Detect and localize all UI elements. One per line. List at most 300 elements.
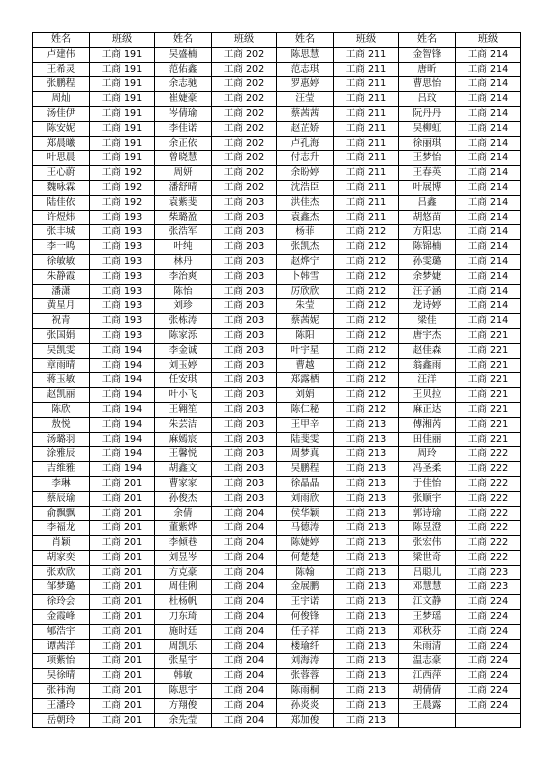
class-cell: 工商 203 [212, 388, 277, 403]
student-name-cell: 王心蔚 [33, 166, 90, 181]
student-name-cell: 金智锋 [399, 47, 456, 62]
class-cell: 工商 203 [212, 284, 277, 299]
student-name-cell: 朱雨清 [399, 639, 456, 654]
class-cell: 工商 211 [334, 151, 399, 166]
class-cell: 工商 194 [90, 388, 155, 403]
class-cell: 工商 214 [456, 166, 521, 181]
table-row [33, 580, 521, 595]
class-cell: 工商 224 [456, 654, 521, 669]
class-cell: 工商 204 [212, 536, 277, 551]
table-row [33, 358, 521, 373]
student-name-cell: 许煜炜 [33, 210, 90, 225]
class-cell: 工商 203 [212, 476, 277, 491]
class-cell: 工商 212 [334, 299, 399, 314]
student-name-cell: 潘舒晴 [155, 180, 212, 195]
table-row [33, 491, 521, 506]
student-name-cell: 俞飘飘 [33, 506, 90, 521]
student-name-cell: 余梦婕 [399, 269, 456, 284]
table-row [33, 669, 521, 684]
student-name-cell: 冯圣柔 [399, 462, 456, 477]
class-cell: 工商 214 [456, 151, 521, 166]
class-cell: 工商 201 [90, 624, 155, 639]
class-cell: 工商 201 [90, 476, 155, 491]
class-cell: 工商 204 [212, 669, 277, 684]
class-cell: 工商 204 [212, 684, 277, 699]
student-name-cell: 邓慧慧 [399, 580, 456, 595]
class-cell: 工商 211 [334, 121, 399, 136]
student-name-cell: 梁世奇 [399, 550, 456, 565]
student-name-cell: 叶宇星 [277, 343, 334, 358]
class-cell: 工商 213 [334, 639, 399, 654]
class-cell: 工商 223 [456, 565, 521, 580]
student-name-cell: 张顺宇 [399, 491, 456, 506]
student-name-cell: 赵烨宁 [277, 254, 334, 269]
student-name-cell: 施时廷 [155, 624, 212, 639]
student-name-cell: 张欢欣 [33, 565, 90, 580]
student-name-cell: 麻正达 [399, 402, 456, 417]
student-name-cell: 项紫怡 [33, 654, 90, 669]
student-name-cell: 邓秋芬 [399, 624, 456, 639]
class-cell: 工商 204 [212, 698, 277, 713]
table-row [33, 447, 521, 462]
class-cell: 工商 201 [90, 595, 155, 610]
class-cell: 工商 212 [334, 240, 399, 255]
class-cell: 工商 193 [90, 210, 155, 225]
class-cell: 工商 201 [90, 639, 155, 654]
class-cell: 工商 221 [456, 343, 521, 358]
class-cell: 工商 213 [334, 521, 399, 536]
class-cell: 工商 191 [90, 121, 155, 136]
class-cell: 工商 211 [334, 180, 399, 195]
class-cell: 工商 204 [212, 639, 277, 654]
class-cell: 工商 222 [456, 491, 521, 506]
class-cell: 工商 204 [212, 595, 277, 610]
student-name-cell: 林丹 [155, 254, 212, 269]
student-name-cell: 郑晨曦 [33, 136, 90, 151]
class-cell: 工商 211 [334, 62, 399, 77]
student-name-cell: 张宏伟 [399, 536, 456, 551]
class-cell: 工商 203 [212, 210, 277, 225]
student-name-cell: 蔡茜茜 [277, 106, 334, 121]
student-name-cell: 岳朝玲 [33, 713, 90, 728]
table-row [33, 180, 521, 195]
class-cell: 工商 203 [212, 462, 277, 477]
table-row [33, 684, 521, 699]
student-name-cell: 王春英 [399, 166, 456, 181]
class-cell: 工商 201 [90, 610, 155, 625]
student-name-cell: 楼瑜纤 [277, 639, 334, 654]
class-cell: 工商 201 [90, 654, 155, 669]
student-name-cell: 郇浩宇 [33, 624, 90, 639]
student-name-cell: 汪子涵 [399, 284, 456, 299]
class-cell: 工商 201 [90, 506, 155, 521]
student-name-cell: 刘玉婷 [155, 358, 212, 373]
class-cell: 工商 202 [212, 121, 277, 136]
class-cell: 工商 213 [334, 713, 399, 728]
student-name-cell: 叶纯 [155, 240, 212, 255]
class-cell: 工商 191 [90, 136, 155, 151]
student-name-cell: 余志驰 [155, 77, 212, 92]
class-cell: 工商 224 [456, 595, 521, 610]
table-row [33, 550, 521, 565]
class-cell: 工商 202 [212, 92, 277, 107]
table-row [33, 240, 521, 255]
student-name-cell: 叶思晨 [33, 151, 90, 166]
class-cell: 工商 193 [90, 240, 155, 255]
student-name-cell: 陈思宇 [155, 684, 212, 699]
class-cell: 工商 193 [90, 225, 155, 240]
student-name-cell: 胡悠苗 [399, 210, 456, 225]
student-name-cell: 周玲 [399, 447, 456, 462]
class-cell: 工商 201 [90, 713, 155, 728]
table-row [33, 373, 521, 388]
class-cell: 工商 203 [212, 402, 277, 417]
table-row [33, 47, 521, 62]
student-name-cell: 李倾巷 [155, 536, 212, 551]
class-cell: 工商 221 [456, 402, 521, 417]
student-name-cell: 敖悦 [33, 417, 90, 432]
student-name-cell: 周佳俐 [155, 580, 212, 595]
student-name-cell: 翁鑫雨 [399, 358, 456, 373]
student-name-cell: 陈婕婷 [277, 536, 334, 551]
student-name-cell: 王晨露 [399, 698, 456, 713]
table-row [33, 328, 521, 343]
student-name-cell: 曾晓慧 [155, 151, 212, 166]
student-name-cell: 陈欣 [33, 402, 90, 417]
student-name-cell: 刘雨欣 [277, 491, 334, 506]
student-name-cell: 杜杨帆 [155, 595, 212, 610]
class-cell: 工商 214 [456, 240, 521, 255]
student-name-cell: 王馨悦 [155, 447, 212, 462]
class-cell: 工商 224 [456, 684, 521, 699]
table-row [33, 166, 521, 181]
student-name-cell: 阮丹丹 [399, 106, 456, 121]
student-name-cell: 厉欣欣 [277, 284, 334, 299]
student-name-cell: 方克豪 [155, 565, 212, 580]
student-name-cell: 李金诚 [155, 343, 212, 358]
table-row [33, 476, 521, 491]
class-cell: 工商 224 [456, 698, 521, 713]
table-row [33, 225, 521, 240]
class-cell: 工商 192 [90, 195, 155, 210]
header-class-4: 班级 [456, 33, 521, 48]
student-name-cell: 徐玲会 [33, 595, 90, 610]
class-cell: 工商 201 [90, 536, 155, 551]
class-cell: 工商 202 [212, 180, 277, 195]
header-row [33, 33, 521, 48]
class-cell: 工商 222 [456, 447, 521, 462]
class-cell: 工商 211 [334, 136, 399, 151]
student-name-cell: 孙炎炎 [277, 698, 334, 713]
student-name-cell: 方阳忠 [399, 225, 456, 240]
student-name-cell: 朱静霞 [33, 269, 90, 284]
class-cell: 工商 194 [90, 432, 155, 447]
table-row [33, 299, 521, 314]
student-name-cell: 于佳怡 [399, 476, 456, 491]
table-row [33, 92, 521, 107]
class-cell: 工商 194 [90, 343, 155, 358]
student-name-cell: 卢建伟 [33, 47, 90, 62]
student-name-cell: 洪佳杰 [277, 195, 334, 210]
student-name-cell: 李治爽 [155, 269, 212, 284]
student-name-cell: 卜韩雪 [277, 269, 334, 284]
student-name-cell: 胡家奕 [33, 550, 90, 565]
student-name-cell: 何楚楚 [277, 550, 334, 565]
class-cell: 工商 212 [334, 402, 399, 417]
student-name-cell: 赵佳森 [399, 343, 456, 358]
header-class-3: 班级 [334, 33, 399, 48]
student-name-cell: 赵凯丽 [33, 388, 90, 403]
student-name-cell: 李福龙 [33, 521, 90, 536]
class-cell: 工商 191 [90, 47, 155, 62]
class-cell: 工商 201 [90, 550, 155, 565]
class-cell: 工商 214 [456, 195, 521, 210]
student-name-cell: 王翱笙 [155, 402, 212, 417]
student-name-cell: 陈安妮 [33, 121, 90, 136]
class-cell: 工商 194 [90, 417, 155, 432]
class-cell: 工商 202 [212, 47, 277, 62]
student-name-cell: 叶小飞 [155, 388, 212, 403]
class-cell: 工商 214 [456, 284, 521, 299]
student-name-cell: 陈昱澄 [399, 521, 456, 536]
table-row [33, 106, 521, 121]
class-cell: 工商 202 [212, 77, 277, 92]
student-name-cell: 吴鹏程 [277, 462, 334, 477]
class-cell: 工商 211 [334, 210, 399, 225]
class-cell: 工商 203 [212, 491, 277, 506]
class-cell: 工商 213 [334, 417, 399, 432]
student-name-cell: 崔婕豪 [155, 92, 212, 107]
student-name-cell: 梁佳 [399, 314, 456, 329]
class-cell: 工商 211 [334, 106, 399, 121]
header-class-1: 班级 [90, 33, 155, 48]
student-name-cell: 张浩军 [155, 225, 212, 240]
class-cell: 工商 212 [334, 225, 399, 240]
student-name-cell: 陈思慧 [277, 47, 334, 62]
table-row [33, 314, 521, 329]
student-name-cell: 徐晶晶 [277, 476, 334, 491]
class-cell: 工商 213 [334, 624, 399, 639]
table-row [33, 210, 521, 225]
class-cell: 工商 191 [90, 92, 155, 107]
class-cell: 工商 214 [456, 62, 521, 77]
student-name-cell: 陈翰 [277, 565, 334, 580]
student-name-cell: 陈锦楠 [399, 240, 456, 255]
name-list-sheet [32, 32, 521, 728]
class-cell: 工商 213 [334, 476, 399, 491]
class-cell: 工商 203 [212, 432, 277, 447]
class-cell: 工商 222 [456, 550, 521, 565]
student-name-cell: 张丰城 [33, 225, 90, 240]
class-cell: 工商 201 [90, 565, 155, 580]
student-name-cell: 吕玟 [399, 92, 456, 107]
student-name-cell: 陆斐雯 [277, 432, 334, 447]
class-cell: 工商 202 [212, 136, 277, 151]
table-row [33, 121, 521, 136]
class-cell: 工商 221 [456, 432, 521, 447]
class-cell: 工商 212 [334, 343, 399, 358]
table-row [33, 713, 521, 728]
class-cell: 工商 214 [456, 121, 521, 136]
student-name-cell: 温志豪 [399, 654, 456, 669]
class-cell: 工商 201 [90, 521, 155, 536]
class-cell: 工商 202 [212, 151, 277, 166]
class-cell: 工商 212 [334, 328, 399, 343]
class-cell: 工商 214 [456, 47, 521, 62]
table-row [33, 284, 521, 299]
class-cell: 工商 214 [456, 106, 521, 121]
class-cell: 工商 222 [456, 462, 521, 477]
class-cell: 工商 193 [90, 314, 155, 329]
student-name-cell: 王希灵 [33, 62, 90, 77]
table-row [33, 565, 521, 580]
table-row [33, 62, 521, 77]
class-cell: 工商 224 [456, 669, 521, 684]
student-name-cell: 方翔俊 [155, 698, 212, 713]
student-name-cell: 周梦真 [277, 447, 334, 462]
student-name-cell: 卢孔海 [277, 136, 334, 151]
student-name-cell: 朱莹 [277, 299, 334, 314]
class-cell: 工商 203 [212, 299, 277, 314]
table-row [33, 136, 521, 151]
table-row [33, 595, 521, 610]
student-name-cell: 柴璐盈 [155, 210, 212, 225]
student-name-cell: 陈阳 [277, 328, 334, 343]
class-cell: 工商 211 [334, 47, 399, 62]
class-cell: 工商 214 [456, 77, 521, 92]
student-name-cell: 金展鹏 [277, 580, 334, 595]
student-name-cell: 袁紫斐 [155, 195, 212, 210]
class-cell: 工商 213 [334, 669, 399, 684]
table-row [33, 77, 521, 92]
student-name-cell: 李佳诺 [155, 121, 212, 136]
class-cell: 工商 221 [456, 328, 521, 343]
table-row [33, 462, 521, 477]
table-row [33, 624, 521, 639]
student-name-cell: 余倩 [155, 506, 212, 521]
student-name-cell: 侯华颖 [277, 506, 334, 521]
student-name-cell: 潘潇 [33, 284, 90, 299]
class-cell: 工商 214 [456, 269, 521, 284]
student-name-cell: 刘昱岑 [155, 550, 212, 565]
class-cell: 工商 213 [334, 491, 399, 506]
student-name-cell: 胡鑫文 [155, 462, 212, 477]
class-cell: 工商 204 [212, 521, 277, 536]
student-name-cell: 张凯杰 [277, 240, 334, 255]
student-name-cell: 吕鑫 [399, 195, 456, 210]
student-name-cell: 麻嫣宸 [155, 432, 212, 447]
student-name-cell: 孙雯璐 [399, 254, 456, 269]
student-name-cell: 张鹏程 [33, 77, 90, 92]
class-cell: 工商 203 [212, 240, 277, 255]
class-cell: 工商 193 [90, 269, 155, 284]
student-name-cell: 章雨晴 [33, 358, 90, 373]
student-name-cell: 唐宇杰 [399, 328, 456, 343]
student-name-cell: 王贝拉 [399, 388, 456, 403]
student-name-cell: 张栋涛 [155, 314, 212, 329]
class-cell: 工商 203 [212, 358, 277, 373]
class-cell: 工商 222 [456, 476, 521, 491]
student-name-cell: 曹家家 [155, 476, 212, 491]
student-name-cell: 赵芷娇 [277, 121, 334, 136]
class-cell: 工商 213 [334, 432, 399, 447]
class-cell: 工商 201 [90, 491, 155, 506]
student-name-cell: 任子祥 [277, 624, 334, 639]
class-cell: 工商 212 [334, 358, 399, 373]
class-cell: 工商 212 [334, 314, 399, 329]
class-cell: 工商 223 [456, 580, 521, 595]
class-cell: 工商 212 [334, 254, 399, 269]
student-name-cell: 蒋玉敏 [33, 373, 90, 388]
student-name-cell: 袁鑫杰 [277, 210, 334, 225]
student-name-cell: 周凯乐 [155, 639, 212, 654]
student-name-cell: 付志升 [277, 151, 334, 166]
class-cell: 工商 213 [334, 595, 399, 610]
class-cell: 工商 204 [212, 610, 277, 625]
student-name-cell: 岑倩瑜 [155, 106, 212, 121]
class-cell: 工商 214 [456, 254, 521, 269]
class-cell: 工商 203 [212, 254, 277, 269]
student-name-cell: 涂雅辰 [33, 447, 90, 462]
student-name-cell: 李一鸣 [33, 240, 90, 255]
table-row [33, 654, 521, 669]
student-name-cell: 胡倩倩 [399, 684, 456, 699]
table-row [33, 432, 521, 447]
student-name-cell: 陈雨桐 [277, 684, 334, 699]
class-cell: 工商 191 [90, 106, 155, 121]
student-name-cell: 刘海涛 [277, 654, 334, 669]
student-name-cell: 江西萍 [399, 669, 456, 684]
class-cell: 工商 214 [456, 136, 521, 151]
class-cell: 工商 194 [90, 402, 155, 417]
class-cell: 工商 212 [334, 388, 399, 403]
student-name-cell: 田佳丽 [399, 432, 456, 447]
class-cell: 工商 214 [456, 314, 521, 329]
student-name-cell: 郭诗瑜 [399, 506, 456, 521]
class-cell: 工商 213 [334, 565, 399, 580]
student-name-cell: 唐昕 [399, 62, 456, 77]
student-name-cell: 王潘玲 [33, 698, 90, 713]
class-cell: 工商 213 [334, 550, 399, 565]
class-cell: 工商 191 [90, 151, 155, 166]
table-row [33, 343, 521, 358]
class-cell: 工商 212 [334, 373, 399, 388]
class-cell: 工商 203 [212, 314, 277, 329]
class-cell: 工商 192 [90, 166, 155, 181]
class-cell: 工商 213 [334, 684, 399, 699]
class-cell: 工商 203 [212, 195, 277, 210]
table-row [33, 402, 521, 417]
student-name-cell: 罗惠婷 [277, 77, 334, 92]
student-name-cell: 李琳 [33, 476, 90, 491]
student-name-cell: 余先莹 [155, 713, 212, 728]
table-row [33, 417, 521, 432]
class-cell: 工商 213 [334, 610, 399, 625]
student-name-cell: 刀东琦 [155, 610, 212, 625]
class-cell: 工商 203 [212, 225, 277, 240]
class-cell: 工商 203 [212, 343, 277, 358]
student-name-cell: 范佑鑫 [155, 62, 212, 77]
class-cell: 工商 204 [212, 580, 277, 595]
class-cell: 工商 211 [334, 166, 399, 181]
class-cell: 工商 201 [90, 580, 155, 595]
student-name-cell [399, 713, 456, 728]
student-name-cell: 吴柳虹 [399, 121, 456, 136]
class-cell: 工商 212 [334, 284, 399, 299]
student-name-cell: 祝青 [33, 314, 90, 329]
student-name-cell: 何俊锋 [277, 610, 334, 625]
table-row [33, 536, 521, 551]
